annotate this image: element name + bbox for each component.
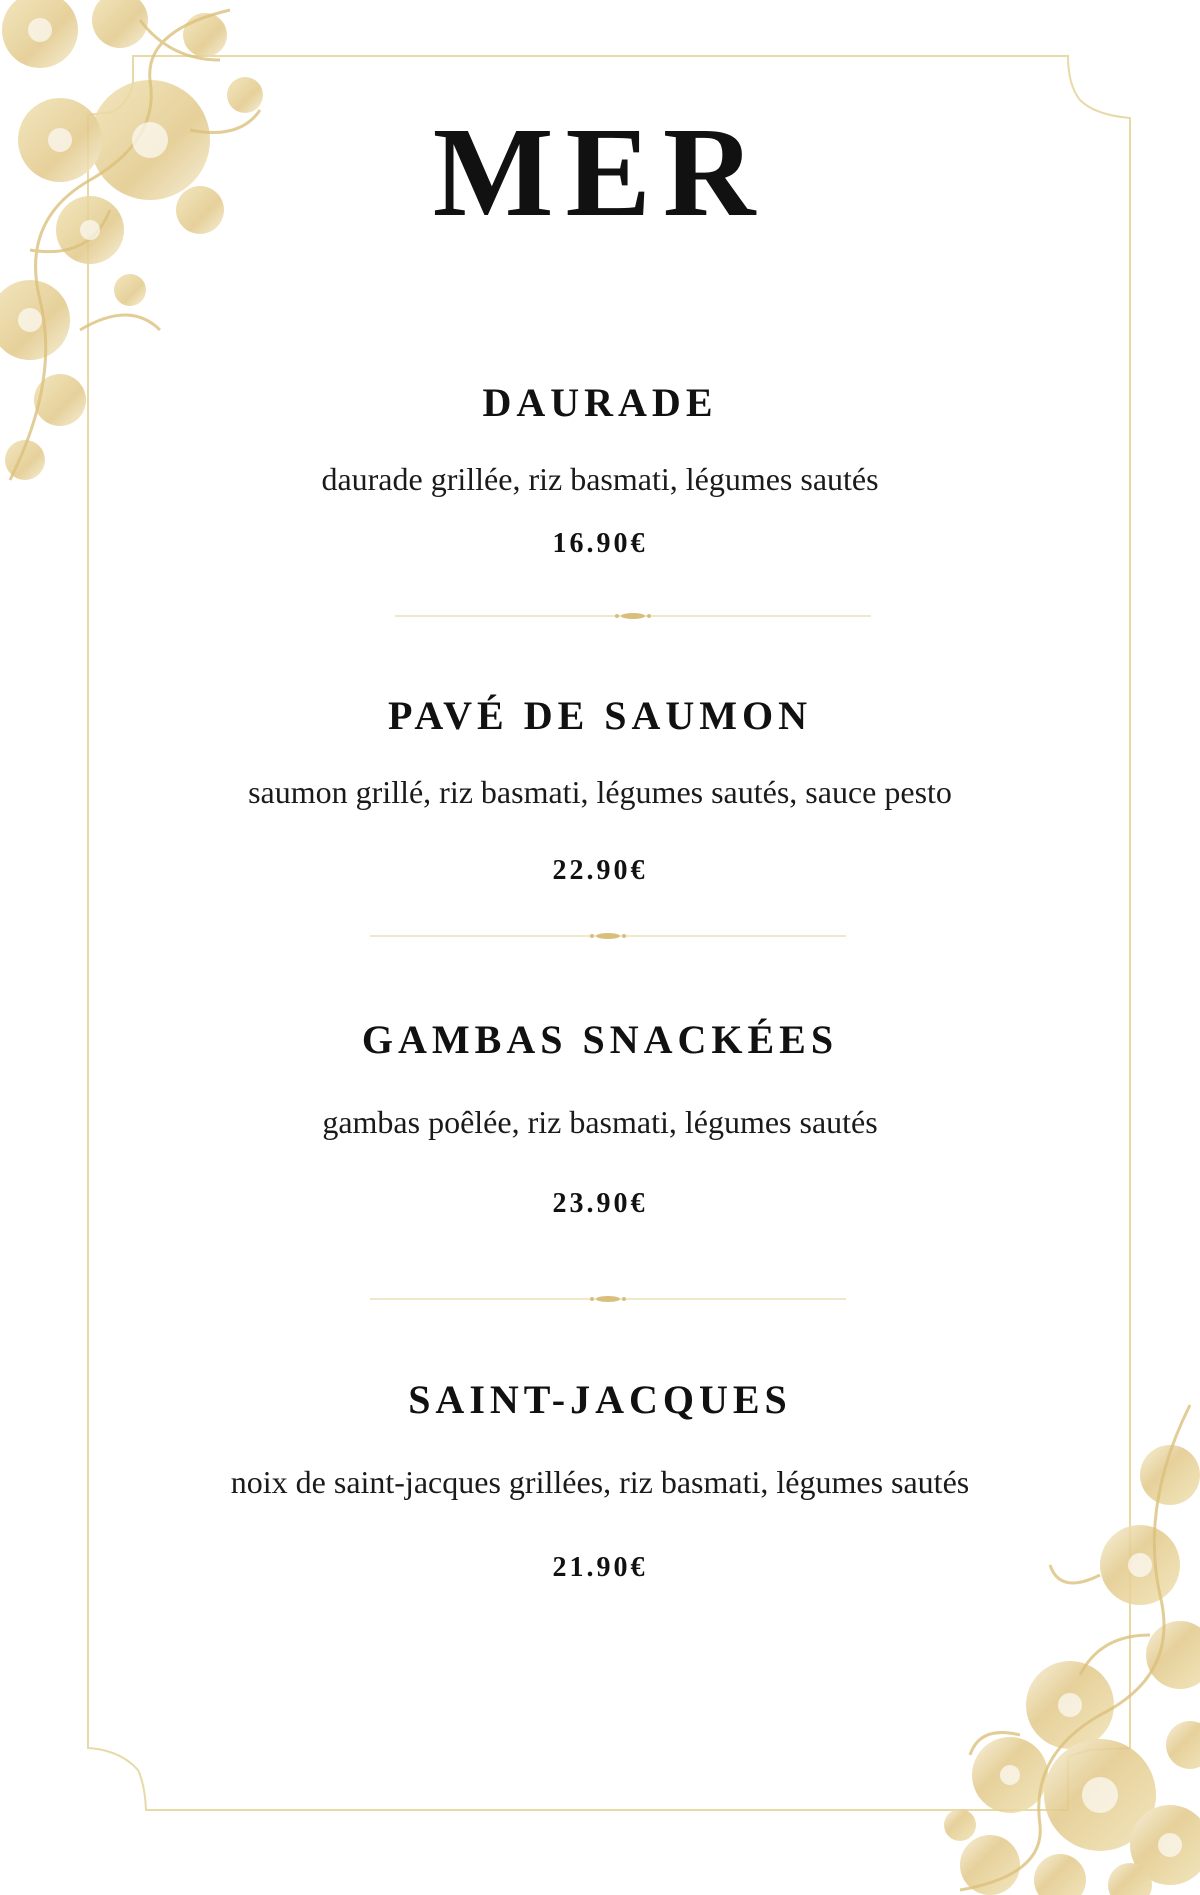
dish-description: gambas poêlée, riz basmati, légumes sautés — [322, 1104, 878, 1140]
dish-description: daurade grillée, riz basmati, légumes sautés — [321, 461, 879, 497]
dish-price-row — [0, 1190, 1200, 1218]
dish-price-row — [0, 857, 1200, 885]
dish-description: noix de saint-jacques grillées, riz basmati, légumes sautés — [230, 1464, 970, 1500]
dish-price: 16.90€ — [552, 528, 648, 559]
dish-description-row — [0, 776, 1200, 808]
dish-price: 23.90€ — [552, 1188, 648, 1219]
dish-description: saumon grillé, riz basmati, légumes sautés, sauce pesto — [248, 774, 952, 810]
lace-ornament-icon — [0, 0, 330, 500]
dish-description-row — [0, 1106, 1200, 1138]
dish-description-row — [0, 463, 1200, 495]
dish-price: 22.90€ — [552, 855, 648, 886]
ornament-divider-icon — [370, 931, 846, 941]
dish-price-row — [0, 1554, 1200, 1582]
dish-price-row — [0, 530, 1200, 558]
ornament-divider-icon — [395, 611, 871, 621]
ornament-divider-icon — [370, 1294, 846, 1304]
menu-item — [0, 1377, 1200, 1422]
dish-description-row — [0, 1466, 1200, 1498]
menu-item — [0, 380, 1200, 425]
dish-name: GAMBAS SNACKÉES — [361, 1017, 839, 1062]
dish-price: 21.90€ — [552, 1552, 648, 1583]
menu-item — [0, 1017, 1200, 1062]
dish-name: PAVÉ DE SAUMON — [387, 693, 813, 738]
page-title: MER — [432, 101, 768, 243]
menu-item — [0, 693, 1200, 738]
dish-name: DAURADE — [482, 380, 718, 425]
dish-name: SAINT-JACQUES — [408, 1377, 792, 1422]
